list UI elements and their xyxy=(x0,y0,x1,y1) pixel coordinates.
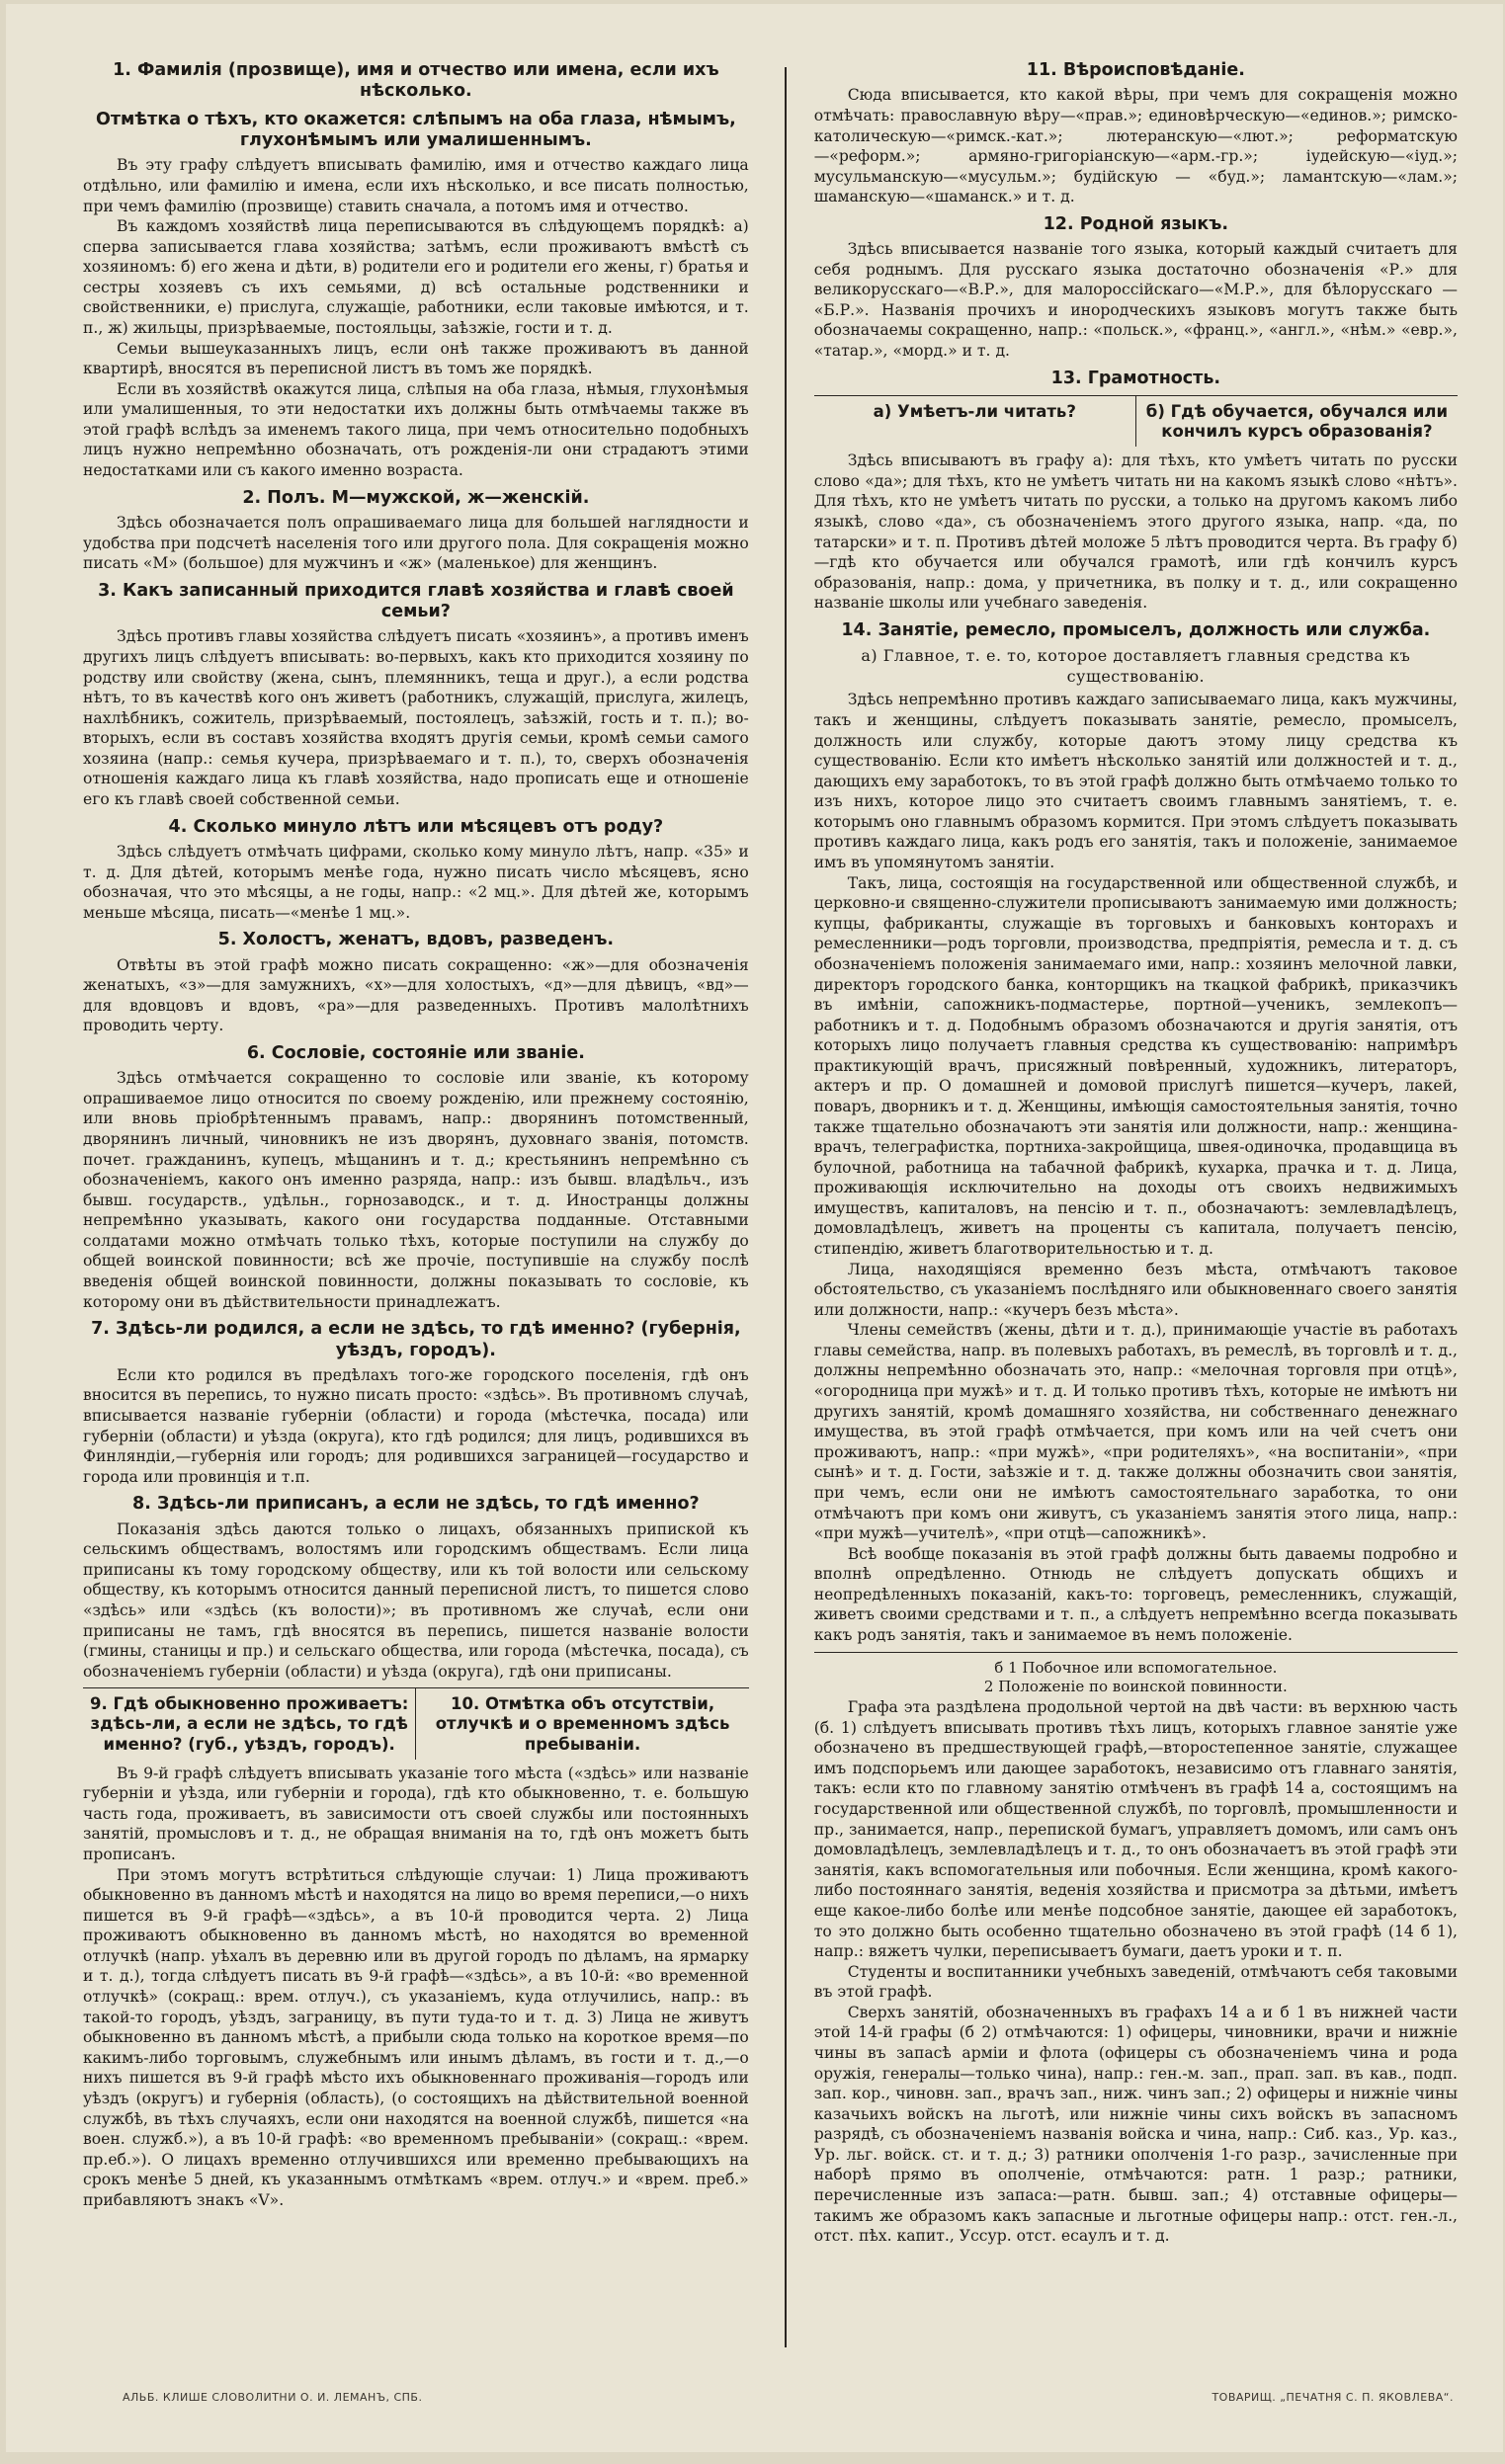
section-2-title: 2. Полъ. М—мужской, ж—женскій. xyxy=(242,487,590,508)
section-12-para-1: Здѣсь вписывается названіе того языка, который каждый считаетъ для себя роднымъ. Для русскаго языка достаточно обозначенія «Р.» для великорусскаго—«В.Р.», для малороссійскаго—«М.Р.», для бѣлорусскаго — «Б.Р.». Названія прочихъ и инородческихъ языковъ могутъ также быть обозначаемы сокращенно, напр.: «польск.», «франц.», «англ.», «нѣм.» «евр.», «татар.», «морд.» и т. д. xyxy=(813,240,1458,361)
section-3-title: 3. Какъ записанный приходится главѣ хозяйства и главѣ своей семьи? xyxy=(98,580,734,622)
section-6-title: 6. Сословіе, состояніе или званіе. xyxy=(246,1042,585,1063)
section-8-para-1: Показанія здѣсь даются только о лицахъ, обязанныхъ припиской къ сельскимъ обществамъ, волостямъ или городскимъ обществамъ. Если лица приписаны къ тому городскому обществу, или къ той волости или сельскому обществу, къ которымъ относится данный переписной листъ, то пишется слово «здѣсь» или «здѣсь (къ волости)»; въ противномъ же случаѣ, если они приписаны не тамъ, гдѣ вносятся въ перепись, пишется названіе волости (гмины, станицы и пр.) и сельскаго общества, или города (мѣстечка, посада), съ обозначеніемъ губерніи (области) и уѣзда (округа), гдѣ они приписаны. xyxy=(83,1519,749,1681)
section-13-title: 13. Грамотность. xyxy=(1050,368,1221,388)
section-1-title: 1. Фамилія (прозвище), имя и отчество или имена, если ихъ нѣсколько. xyxy=(113,60,719,102)
section-9-10-headers xyxy=(83,1687,749,1759)
section-14-para-1: Здѣсь непремѣнно противъ каждаго записываемаго лица, какъ мужчины, такъ и женщины, слѣдуетъ показывать занятіе, ремесло, промыселъ, должность или службу, которые даютъ этому лицу средства къ существованію. Если кто имѣетъ нѣсколько занятій или должностей и т. д., дающихъ ему заработокъ, то въ этой графѣ должно быть отмѣчаемо только то изъ нихъ, которое лицо это считаетъ своимъ главнымъ занятіемъ, т. е. которымъ оно главнымъ образомъ кормится. При этомъ слѣдуетъ показывать противъ каждаго лица, какъ родъ его занятія, такъ и положеніе, занимаемое имъ въ упомянутомъ занятіи. xyxy=(813,691,1458,872)
section-14-para-2: Такъ, лица, состоящія на государственной или общественной службѣ, и церковно-и священно-служители прописываютъ занимаемую ими должность; купцы, фабриканты, служащіе въ торговыхъ и банковыхъ конторахъ и ремесленники—родъ торговли, производства, предпріятія, ремесла и т. д. съ обозначеніемъ положенія занимаемаго ими, напр.: хозяинъ мелочной лавки, директоръ городского банка, конторщикъ на ткацкой фабрикѣ, приказчикъ въ имѣніи, сапожникъ-подмастерье, портной—ученикъ, землекопъ—работникъ и т. д. Подобнымъ образомъ обозначаются и другія занятія, отъ которыхъ лицо получаетъ главныя средства къ существованію: напримѣръ практикующій врачъ, присяжный повѣренный, художникъ, литераторъ, актеръ и пр. О домашней и домовой прислугѣ пишется—кучеръ, лакей, поваръ, дворникъ и т. д. Женщины, имѣющія самостоятельныя занятія, точно также тщательно обозначаютъ эти занятія или должности, напр.: женщина-врачъ, телеграфистка, портниха-закройщица, швея-одиночка, продавщица въ булочной, работница на табачной фабрикѣ, кухарка, прачка и т. д. Лица, проживающія исключительно на доходы отъ своихъ недвижимыхъ имуществъ, капиталовъ, на пенсію и т. п., обозначаютъ: землевладѣлецъ, домовладѣлецъ, живетъ на проценты съ капитала, получаетъ пенсію, стипендію, живетъ благотворительностью и т. д. xyxy=(813,873,1458,1259)
footer-left-imprint: АЛЬБ. КЛИШЕ СЛОВОЛИТНИ О. И. ЛЕМАНЪ, СПБ. xyxy=(123,2391,423,2404)
section-14-para-4: Члены семействъ (жены, дѣти и т. д.), принимающіе участіе въ работахъ главы семейства, напр. въ полевыхъ работахъ, въ ремеслѣ, въ торговлѣ и т. д., должны непремѣнно обозначать это, напр.: «мелочная торговля при отцѣ», «огородница при мужѣ» и т. д. И только противъ тѣхъ, которые не имѣютъ ни другихъ занятій, кромѣ домашняго хозяйства, ни собственнаго денежнаго имущества, въ этой графѣ отмѣчается, при комъ или на чей счетъ они проживаютъ, напр.: «при мужѣ», «при родителяхъ», «на воспитаніи», «при сынѣ» и т. д. Гости, заѣзжіе и т. д. также должны обозначить свои занятія, при чемъ, если они не имѣютъ самостоятельнаго заработка, то они отмѣчаютъ при комъ они живутъ, съ указаніемъ занятія этого лица, напр.: «при мужѣ—учителѣ», «при отцѣ—сапожникѣ». xyxy=(813,1321,1458,1543)
section-13-sub-b: б) Гдѣ обучается, обучался или кончилъ курсъ образованія? xyxy=(1145,401,1449,442)
section-1-subtitle: Отмѣтка о тѣхъ, кто окажется: слѣпымъ на оба глаза, нѣмымъ, глухонѣмымъ или умалишеннымъ. xyxy=(95,109,736,151)
section-2-para-1: Здѣсь обозначается полъ опрашиваемаго лица для большей наглядности и удобства при подсчетѣ населенія того или другого пола. Для сокращенія можно писать «М» (большое) для мужчинъ и «ж» (маленькое) для женщинъ. xyxy=(83,513,749,573)
census-instruction-sheet xyxy=(6,4,1503,2452)
section-5-para-1: Отвѣты въ этой графѣ можно писать сокращенно: «ж»—для обозначенія женатыхъ, «з»—для замужнихъ, «х»—для холостыхъ, «д»—для дѣвицъ, «вд»—для вдовцовъ и вдовъ, «ра»—для разведенныхъ. Противъ малолѣтнихъ проводить черту. xyxy=(83,955,749,1035)
section-11-para-1: Сюда вписывается, кто какой вѣры, при чемъ для сокращенія можно отмѣчать: православную вѣру—«прав.»; единовѣрческую—«единов.»; римско-католическую—«римск.-кат.»; лютеранскую—«лют.»; реформатскую—«реформ.»; армяно-григоріанскую—«арм.-гр.»; іудейскую—«іуд.»; мусульманскую—«мусульм.»; будійскую — «буд.»; ламантскую—«лам.»; шаманскую—«шаманск.» и т. д. xyxy=(813,86,1458,206)
section-1-para-1: Въ эту графу слѣдуетъ вписывать фамилію, имя и отчество каждаго лица отдѣльно, или фамилію и имена, если ихъ нѣсколько, и все писать полностью, при чемъ фамилію (прозвище) ставить сначала, а потомъ имя и отчество. xyxy=(83,156,749,215)
section-1-para-3: Семьи вышеуказанныхъ лицъ, если онѣ также проживаютъ въ данной квартирѣ, вносятся въ переписной листъ въ томъ же порядкѣ. xyxy=(83,339,749,378)
section-7-title: 7. Здѣсь-ли родился, а если не здѣсь, то гдѣ именно? (губернія, уѣздъ, городъ). xyxy=(91,1319,741,1360)
section-10-title: 10. Отмѣтка объ отсутствіи, отлучкѣ и о временномъ здѣсь пребываніи. xyxy=(435,1694,730,1754)
section-13-b-cell xyxy=(1135,396,1458,447)
section-13-a-cell xyxy=(814,396,1135,447)
section-9-header-cell xyxy=(83,1688,415,1759)
section-13-sub-a: а) Умѣетъ-ли читать? xyxy=(873,401,1076,421)
section-10-header-cell xyxy=(415,1688,748,1759)
section-9-title: 9. Гдѣ обыкновенно проживаетъ: здѣсь-ли, а если не здѣсь, то гдѣ именно? (губ., уѣздъ, городъ). xyxy=(90,1694,409,1754)
section-14-sub-a: а) Главное, т. е. то, которое доставляетъ главныя средства къ существованію. xyxy=(861,646,1411,687)
section-11-title: 11. Вѣроисповѣданіе. xyxy=(1026,60,1245,80)
section-14-sub-b1: б 1 Побочное или вспомогательное. xyxy=(994,1658,1278,1677)
section-1-para-4: Если въ хозяйствѣ окажутся лица, слѣпыя на оба глаза, нѣмыя, глухонѣмыя или умалишенныя, то эти недостатки ихъ должны быть отмѣчаемы также въ этой графѣ вслѣдъ за именемъ такого лица, при чемъ относительно подобныхъ лицъ нужно непремѣнно обозначать, отъ рожденія-ли они страдаютъ этими недостатками или съ какого именно возраста. xyxy=(83,379,749,480)
column-divider xyxy=(785,67,787,2347)
section-14-title: 14. Занятіе, ремесло, промыселъ, должность или служба. xyxy=(841,619,1431,640)
two-column-body xyxy=(83,53,1458,2347)
section-7-para-1: Если кто родился въ предѣлахъ того-же городского поселенія, гдѣ онъ вносится въ перепись, то нужно писать просто: «здѣсь». Въ противномъ случаѣ, вписывается названіе губерніи (области) и города (мѣстечка, посада) или губерніи (области) и уѣзда (округа), кто гдѣ родился; для лицъ, родившихся въ Финляндіи,—губернія или городъ; для родившихся заграницей—государство и города или провинція и т.п. xyxy=(83,1365,749,1486)
section-4-title: 4. Сколько минуло лѣтъ или мѣсяцевъ отъ роду? xyxy=(168,816,664,837)
section-9-10-para-2: При этомъ могутъ встрѣтиться слѣдующіе случаи: 1) Лица проживаютъ обыкновенно въ данномъ мѣстѣ и находятся на лицо во время переписи,—о нихъ пишется въ 9-й графѣ—«здѣсь», а въ 10-й проводится черта. 2) Лица проживаютъ обыкновенно въ данномъ мѣстѣ, но находятся во временной отлучкѣ (напр. уѣхалъ въ деревню или въ другой городъ по дѣламъ, на ярмарку и т. д.), тогда слѣдуетъ писать въ 9-й графѣ—«здѣсь», а въ 10-й: «во временной отлучкѣ» (сокращ.: врем. отлуч.), съ указаніемъ, куда отлучились, напр.: въ такой-то городъ, уѣздъ, заграницу, въ пути туда-то и т. д. 3) Лица не живутъ обыкновенно въ данномъ мѣстѣ, а прибыли сюда только на короткое время—по какимъ-либо торговымъ, служебнымъ или инымъ дѣламъ, въ гости и т. д.,—о нихъ пишется въ 9-й графѣ мѣсто ихъ обыкновеннаго проживанія—городъ или уѣздъ (округъ) и губернія (область), (о состоящихъ на дѣйствительной военной службѣ, въ тѣхъ случаяхъ, если они находятся на военной службѣ, пишется «на воен. служб.»), а въ 10-й графѣ: «во временномъ пребываніи» (сокращ.: «врем. пр.еб.»). О лицахъ временно отлучившихся или временно пребывающихъ на срокъ менѣе 5 дней, къ указаннымъ отмѣткамъ «врем. отлуч.» и «врем. преб.» прибавляютъ знакъ «V». xyxy=(83,1865,749,2209)
section-13-para-1: Здѣсь вписываютъ въ графу а): для тѣхъ, кто умѣетъ читать по русски слово «да»; для тѣхъ, кто не умѣетъ читать ни на какомъ языкѣ слово «нѣтъ». Для тѣхъ, кто не умѣетъ читать по русски, а только на другомъ какомъ либо языкѣ, слово «да», съ обозначеніемъ этого другого языка, напр. «да, по татарски» и т. п. Противъ дѣтей моложе 5 лѣтъ проводится черта. Въ графу б)—гдѣ кто обучается или обучался грамотѣ, или гдѣ кончилъ курсъ образованія, напр.: дома, у причетника, въ полку и т. д., или сокращенно названіе школы или учебнаго заведенія. xyxy=(813,452,1458,613)
printer-footer xyxy=(83,2391,1458,2404)
right-column xyxy=(814,53,1458,2347)
section-9-10-para-1: Въ 9-й графѣ слѣдуетъ вписывать указаніе того мѣста («здѣсь» или названіе губерніи и уѣзда, или губерніи и города), гдѣ кто обыкновенно, т. е. большую часть года, проживаетъ, въ зависимости отъ своей службы или постоянныхъ занятій, промысловъ и т. д., не обращая вниманія на то, гдѣ онъ можетъ быть прописанъ. xyxy=(83,1764,749,1863)
section-14-b-rule xyxy=(814,1652,1458,1653)
section-12-title: 12. Родной языкъ. xyxy=(1043,213,1229,234)
section-1-para-2: Въ каждомъ хозяйствѣ лица переписываются въ слѣдующемъ порядкѣ: а) сперва записывается глава хозяйства; затѣмъ, если проживаютъ вмѣстѣ съ хозяиномъ: б) его жена и дѣти, в) родители его и родители его жены, г) братья и сестры хозяевъ съ ихъ семьями, д) всѣ остальные родственники и свойственники, е) прислуга, служащіе, работники, если таковые имѣются, и т. п., ж) жильцы, призрѣваемые, постояльцы, заѣзжіе, гости и т. д. xyxy=(83,217,749,337)
section-5-title: 5. Холостъ, женатъ, вдовъ, разведенъ. xyxy=(217,930,615,950)
section-8-title: 8. Здѣсь-ли приписанъ, а если не здѣсь, то гдѣ именно? xyxy=(132,1494,700,1515)
section-13-subheaders xyxy=(814,395,1458,447)
left-column xyxy=(83,53,757,2347)
footer-right-imprint: ТОВАРИЩ. „ПЕЧАТНЯ С. П. ЯКОВЛЕВА“. xyxy=(1212,2391,1454,2404)
section-14-b-para-3: Сверхъ занятій, обозначенныхъ въ графахъ 14 а и б 1 въ нижней части этой 14-й графы (б 2) отмѣчаются: 1) офицеры, чиновники, врачи и нижніе чины въ запасѣ арміи и флота (офицеры съ обозначеніемъ чина и рода оружія, генералы—только чина), напр.: ген.-м. зап., прап. зап. въ кав., подп. зап. кор., чиновн. зап., врачъ зап., ниж. чинъ зап.; 2) офицеры и нижніе чины казачьихъ войскъ на льготѣ, или нижніе чины сихъ войскъ въ запасномъ разрядѣ, съ обозначеніемъ названія войска и чина, напр.: Сиб. каз., Ур. каз., Ур. льг. войск. ст. и т. д.; 3) ратники ополченія 1-го разр., зачисленные при наборѣ прямо въ ополченіе, отмѣчаются: ратн. 1 разр.; ратники, перечисленные изъ запаса:—ратн. бывш. зап.; 4) отставные офицеры—такимъ же образомъ какъ запасные и льготные офицеры напр.: отст. ген.-л., отст. пѣх. капит., Уссур. отст. есаулъ и т. д. xyxy=(813,2003,1458,2246)
section-14-sub-b2: 2 Положеніе по воинской повинности. xyxy=(983,1678,1288,1696)
section-6-para-1: Здѣсь отмѣчается сокращенно то сословіе или званіе, къ которому опрашиваемое лицо относится по своему рожденію, или прежнему состоянію, или вновь пріобрѣтеннымъ правамъ, напр.: дворянинъ потомственный, дворянинъ личный, чиновникъ не изъ дворянъ, духовнаго званія, потомств. почет. гражданинъ, купецъ, мѣщанинъ и т. д.; крестьянинъ непремѣнно съ обозначеніемъ, какого онъ именно разряда, напр.: изъ бывш. владѣльч., изъ бывш. государств., удѣльн., горнозаводск., и т. д. Иностранцы должны непремѣнно указывать, какого они государства подданные. Отставными солдатами можно отмѣчать только тѣхъ, которые поступили на службу до общей воинской повинности; всѣ же прочіе, поступившіе на службу послѣ введенія общей воинской повинности, должны показывать то сословіе, къ которому они въ дѣйствительности принадлежатъ. xyxy=(83,1069,749,1311)
section-14-para-5: Всѣ вообще показанія въ этой графѣ должны быть даваемы подробно и вполнѣ опредѣленно. Отнюдь не слѣдуетъ допускать общихъ и неопредѣленныхъ показаній, какъ-то: торговецъ, ремесленникъ, служащій, живетъ своими средствами и т. п., а слѣдуетъ непремѣнно всегда показывать какъ родъ занятія, такъ и занимаемое въ немъ положеніе. xyxy=(813,1544,1458,1644)
section-14-b-para-2: Студенты и воспитанники учебныхъ заведеній, отмѣчаютъ себя таковыми въ этой графѣ. xyxy=(813,1962,1458,2002)
section-14-b-para-1: Графа эта раздѣлена продольной чертой на двѣ части: въ верхнюю часть (б. 1) слѣдуетъ вписывать противъ тѣхъ лицъ, которыхъ главное занятіе уже обозначено въ предшествующей графѣ,—второстепенное занятіе, служащее имъ подспорьемъ или дающее заработокъ, независимо отъ главнаго занятія, такъ: если кто по главному занятію отмѣченъ въ графѣ 14 а, состоящимъ на государственной или общественной службѣ, по торговлѣ, промышленности и пр., занимается, напр., перепиской бумагъ, управляетъ домомъ, или самъ онъ домовладѣлецъ, землевладѣлецъ и т. д., то онъ обозначаетъ въ этой графѣ эти занятія, какъ вспомогательныя или побочныя. Если женщина, кромѣ какого-либо постояннаго занятія, веденія хозяйства и присмотра за дѣтьми, имѣетъ еще какое-либо болѣе или менѣе подсобное занятіе, дающее ей заработокъ, то это должно быть особенно тщательно обозначено въ этой графѣ (14 б 1), напр.: вяжетъ чулки, переписываетъ бумаги, даетъ уроки и т. п. xyxy=(813,1698,1458,1961)
section-14-para-3: Лица, находящіяся временно безъ мѣста, отмѣчаютъ таковое обстоятельство, съ указаніемъ послѣдняго или обыкновеннаго своего занятія или должности, напр.: «кучеръ безъ мѣста». xyxy=(813,1260,1458,1319)
section-4-para-1: Здѣсь слѣдуетъ отмѣчать цифрами, сколько кому минуло лѣтъ, напр. «35» и т. д. Для дѣтей, которымъ менѣе года, нужно писать число мѣсяцевъ, ясно обозначая, что это мѣсяцы, а не годы, напр.: «2 мц.». Для дѣтей же, которымъ меньше мѣсяца, писать—«менѣе 1 мц.». xyxy=(83,842,749,922)
section-3-para-1: Здѣсь противъ главы хозяйства слѣдуетъ писать «хозяинъ», а противъ именъ другихъ лицъ слѣдуетъ вписывать: во-первыхъ, какъ кто приходится хозяину по родству или свойству (жена, сынъ, племянникъ, теща и друг.), а если родства нѣтъ, то въ качествѣ кого онъ живетъ (работникъ, служащій, прислуга, жилецъ, нахлѣбникъ, сожитель, призрѣваемый, постоялецъ, заѣзжій, гость и т. п.); во-вторыхъ, если въ составъ хозяйства входятъ другія семьи, кромѣ семьи самого хозяина (напр.: семья кучера, призрѣваемаго и т. п.), то, сверхъ обозначенія отношенія каждаго лица къ главѣ хозяйства, надо прописать еще и отношеніе его къ главѣ своей собственной семьи. xyxy=(83,627,749,809)
